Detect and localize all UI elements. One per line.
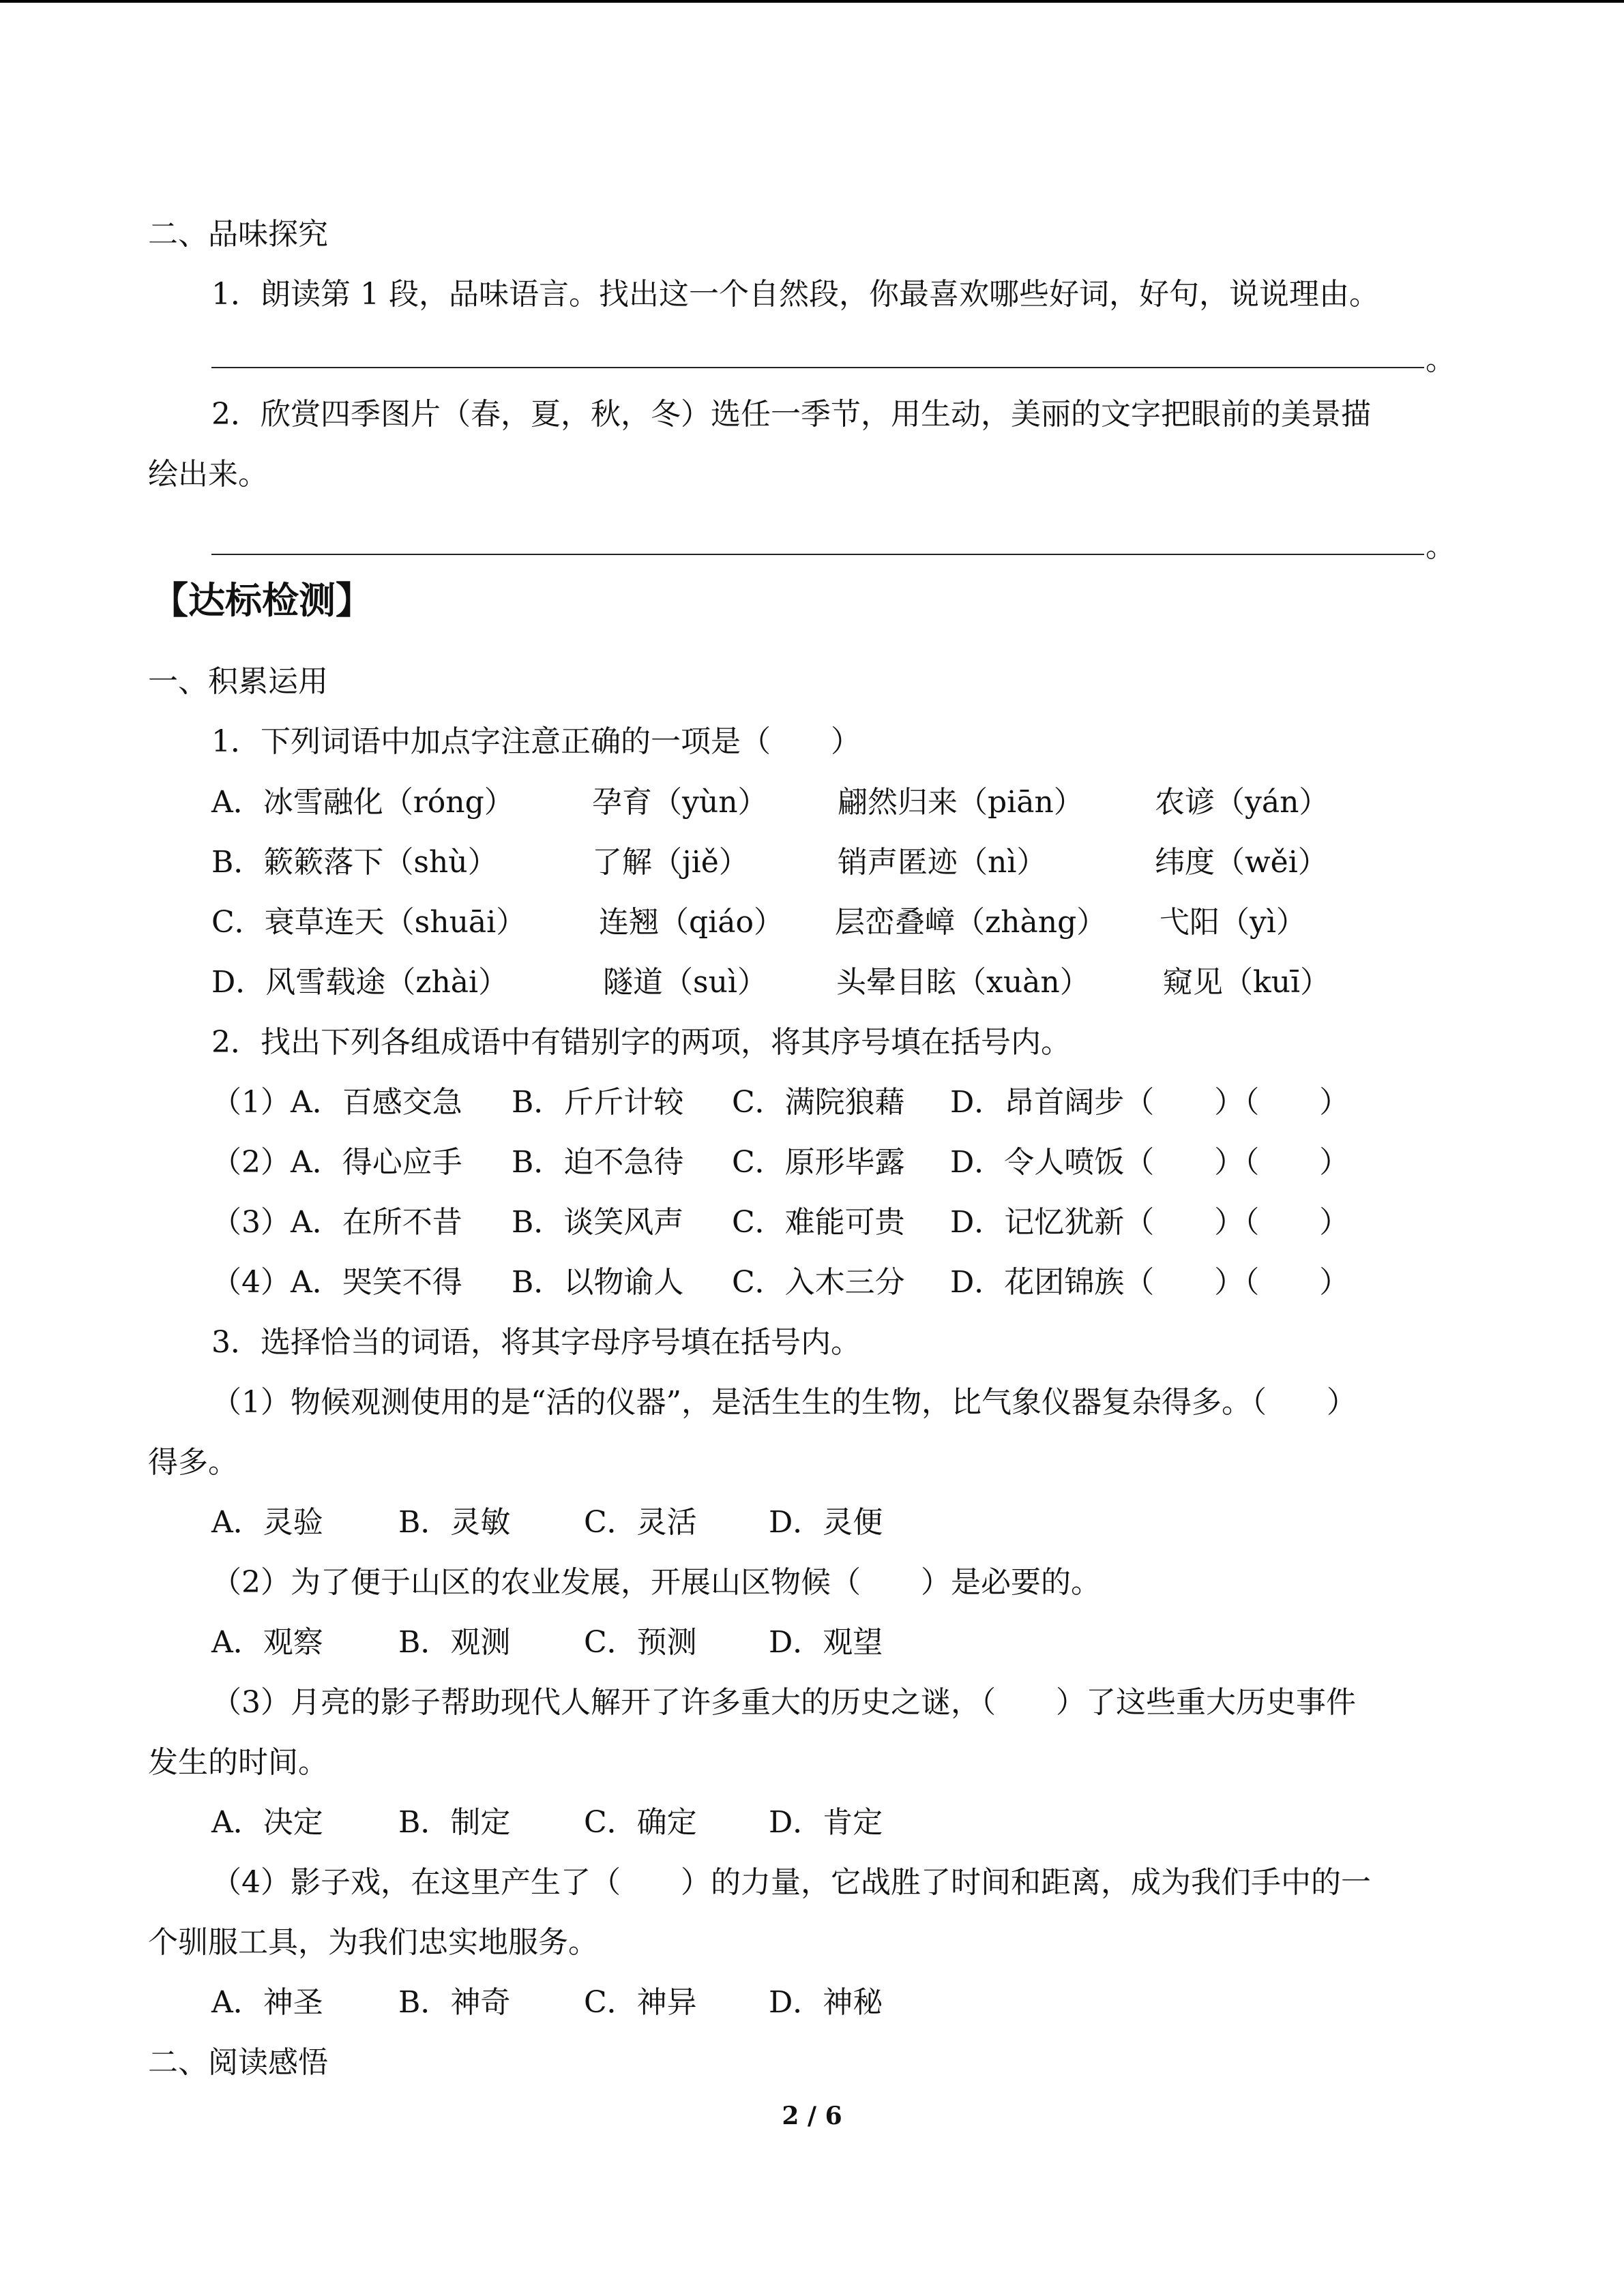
q2-stem: 2．找出下列各组成语中有错别字的两项，将其序号填在括号内。 xyxy=(211,1025,1071,1060)
section-heading-tasting: 二、品味探究 xyxy=(148,217,328,252)
q2-row1-a: （1）A．百感交急 xyxy=(211,1085,462,1120)
q3-s1-opt-c: C．灵活 xyxy=(584,1505,697,1540)
q3-s3-opt-b: B．制定 xyxy=(398,1805,511,1840)
q1-option-c-1: C．衰草连天（shuāi） xyxy=(211,905,527,940)
q1-option-a-2: 孕育（yùn） xyxy=(592,785,768,820)
q1-option-b-2: 了解（jiě） xyxy=(592,845,749,880)
q2-row4-d: D．花团锦族（ ）（ ） xyxy=(950,1265,1350,1300)
q3-s3-line1: （3）月亮的影子帮助现代人解开了许多重大的历史之谜，（ ）了这些重大历史事件 xyxy=(211,1685,1356,1720)
q1-option-d-4: 窥见（kuī） xyxy=(1163,965,1331,1000)
q3-s3-line2: 发生的时间。 xyxy=(148,1745,328,1780)
q1-option-a-3: 翩然归来（piān） xyxy=(838,785,1084,820)
q3-s1-line1: （1）物候观测使用的是“活的仪器”，是活生生的生物，比气象仪器复杂得多。（ ） xyxy=(211,1385,1357,1420)
question-2-line2: 绘出来。 xyxy=(148,457,268,492)
answer-line-1[interactable] xyxy=(211,367,1424,368)
q2-row1-d: D．昂首阔步（ ）（ ） xyxy=(950,1085,1350,1120)
q3-s2-opt-a: A．观察 xyxy=(211,1625,323,1660)
answer-line-1-end: 。 xyxy=(1426,342,1456,377)
q3-s2: （2）为了便于山区的农业发展，开展山区物候（ ）是必要的。 xyxy=(211,1565,1101,1600)
q2-row3-b: B．谈笑风声 xyxy=(512,1205,684,1240)
q3-s1-line2: 得多。 xyxy=(148,1445,238,1480)
q2-row4-c: C．入木三分 xyxy=(732,1265,905,1300)
q1-option-d-1: D．风雪载途（zhài） xyxy=(211,965,509,1000)
q3-s1-opt-d: D．灵便 xyxy=(769,1505,883,1540)
q2-row2-b: B．迫不急待 xyxy=(512,1145,684,1180)
answer-line-2[interactable] xyxy=(211,554,1424,555)
q3-s4-line2: 个驯服工具，为我们忠实地服务。 xyxy=(148,1925,598,1960)
q3-s4-opt-a: A．神圣 xyxy=(211,1985,323,2020)
q3-s3-opt-d: D．肯定 xyxy=(769,1805,883,1840)
q3-s3-opt-a: A．决定 xyxy=(211,1805,323,1840)
q1-option-a-4: 农谚（yán） xyxy=(1155,785,1329,820)
q2-row2-d: D．令人喷饭（ ）（ ） xyxy=(950,1145,1350,1180)
q1-option-d-3: 头晕目眩（xuàn） xyxy=(836,965,1090,1000)
q2-row4-a: （4）A．哭笑不得 xyxy=(211,1265,462,1300)
q2-row3-a: （3）A．在所不昔 xyxy=(211,1205,462,1240)
answer-line-2-end: 。 xyxy=(1426,529,1456,564)
q2-row2-c: C．原形毕露 xyxy=(732,1145,905,1180)
q3-s4-opt-b: B．神奇 xyxy=(398,1985,511,2020)
q3-stem: 3．选择恰当的词语，将其字母序号填在括号内。 xyxy=(211,1325,861,1360)
q3-s3-opt-c: C．确定 xyxy=(584,1805,697,1840)
q3-s4-opt-c: C．神异 xyxy=(584,1985,697,2020)
q1-option-c-4: 弋阳（yì） xyxy=(1160,905,1306,940)
q3-s4-opt-d: D．神秘 xyxy=(769,1985,883,2020)
q3-s2-opt-c: C．预测 xyxy=(584,1625,697,1660)
top-border xyxy=(0,0,1624,3)
q1-option-c-2: 连翘（qiáo） xyxy=(599,905,784,940)
q1-option-b-4: 纬度（wěi） xyxy=(1155,845,1328,880)
section-heading-accumulate: 一、积累运用 xyxy=(148,664,328,699)
question-2-line1: 2．欣赏四季图片（春，夏，秋，冬）选任一季节，用生动，美丽的文字把眼前的美景描 xyxy=(211,397,1371,432)
page-number: 2 / 6 xyxy=(782,2102,842,2130)
question-1: 1．朗读第 1 段，品味语言。找出这一个自然段，你最喜欢哪些好词，好句，说说理由。 xyxy=(211,277,1379,312)
q2-row3-c: C．难能可贵 xyxy=(732,1205,905,1240)
q1-option-b-1: B．簌簌落下（shù） xyxy=(211,845,498,880)
q3-s2-opt-d: D．观望 xyxy=(769,1625,883,1660)
q1-stem: 1．下列词语中加点字注意正确的一项是（ ） xyxy=(211,724,861,759)
q2-row2-a: （2）A．得心应手 xyxy=(211,1145,462,1180)
q2-row3-d: D．记忆犹新（ ）（ ） xyxy=(950,1205,1350,1240)
q2-row1-c: C．满院狼藉 xyxy=(732,1085,905,1120)
q1-option-a-1: A．冰雪融化（róng） xyxy=(211,785,514,820)
q3-s2-opt-b: B．观测 xyxy=(398,1625,511,1660)
q2-row4-b: B．以物谕人 xyxy=(512,1265,684,1300)
q3-s1-opt-a: A．灵验 xyxy=(211,1505,323,1540)
q1-option-d-2: 隧道（suì） xyxy=(603,965,767,1000)
q1-option-c-3: 层峦叠嶂（zhàng） xyxy=(835,905,1107,940)
q3-s4-line1: （4）影子戏，在这里产生了（ ）的力量，它战胜了时间和距离，成为我们手中的一 xyxy=(211,1865,1371,1900)
section-heading-reading: 二、阅读感悟 xyxy=(148,2045,328,2080)
check-section-title: 【达标检测】 xyxy=(151,579,372,622)
q3-s1-opt-b: B．灵敏 xyxy=(398,1505,511,1540)
q2-row1-b: B．斤斤计较 xyxy=(512,1085,684,1120)
q1-option-b-3: 销声匿迹（nì） xyxy=(838,845,1047,880)
